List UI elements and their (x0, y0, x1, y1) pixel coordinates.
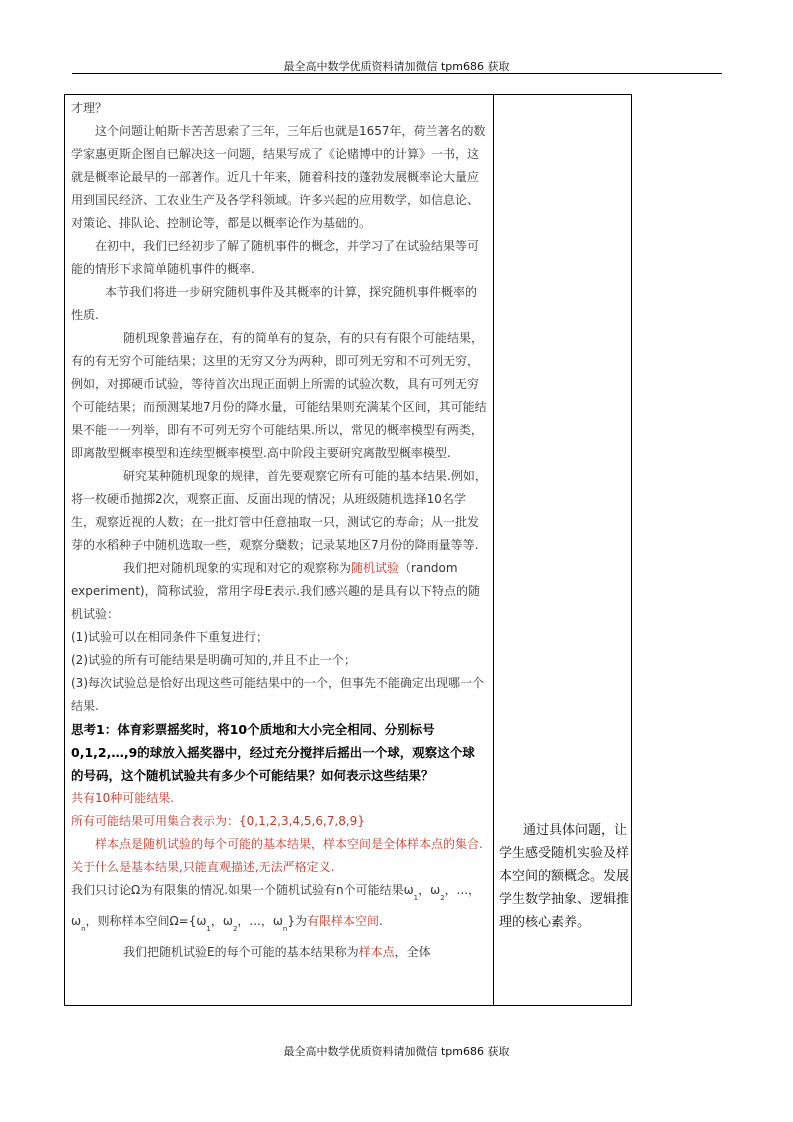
lesson-table (64, 94, 632, 1006)
subscript: 2 (440, 894, 445, 902)
text: ，...，ω (71, 883, 481, 928)
paragraph-basic-results: 研究某种随机现象的规律，首先要观察它所有可能的基本结果.例如，将一枚硬币抛掷2次，观察正面、反面出现的情况；从班级随机选择10名学生，观察近视的人数；在一批灯管中任意抽取一只，测试它的寿命；从一批发芽的水稻种子中随机选取一些，观察分蘖数；记录某地区7月份的降雨量等等. (71, 469, 487, 552)
design-intent-note (499, 819, 631, 934)
think-question-1: 思考1：体育彩票摇奖时，将10个质地和大小完全相同、分别标号0,1,2,…,9的球放入摇奖器中，经过充分搅拌后摇出一个球，观察这个球的号码，这个随机试验共有多少个可能结果？如何表示这些结果？ (71, 722, 475, 783)
feature-1: (1)试验可以在相同条件下重复进行； (71, 630, 268, 644)
paragraph-history: 这个问题让帕斯卡苦苦思索了三年，三年后也就是1657年，荷兰著名的数学家惠更斯企图自已解决这一问题，结果写成了《论赌博中的计算》一书，这就是概率论最早的一部著作。近几十年来，随着科技的蓬勃发展概率论大量应用到国民经济、工农业生产及各学科领域。许多兴起的应用数学，如信息论、对策论、排队论、控制论等，都是以概率论作为基础的。 (71, 124, 486, 230)
term-sample-point: 样本点 (358, 945, 395, 959)
text: }为 (287, 914, 307, 928)
paragraph-junior: 在初中，我们已经初步了解了随机事件的概念，并学习了在试验结果等可能的情形下求简单随机事件的概率. (71, 239, 480, 276)
subscript: n (81, 925, 86, 933)
subscript: 2 (232, 925, 238, 933)
paragraph-sample-point (71, 941, 487, 964)
finite-sample-space (71, 879, 487, 941)
text: . (379, 914, 383, 928)
text: ，全体 (394, 945, 431, 959)
page-footer: 最全高中数学优质资料请加微信 tpm686 获取 (283, 1045, 510, 1058)
feature-2: (2)试验的所有可能结果是明确可知的,并且不止一个； (71, 653, 356, 667)
answer-set: 所有可能结果可用集合表示为：{0,1,2,3,4,5,6,7,8,9} (71, 814, 365, 828)
text: 我们把对随机现象的实现和对它的观察称为 (123, 561, 352, 575)
page-header: 最全高中数学优质资料请加微信 tpm686 获取 (283, 60, 510, 73)
text: ，ω (210, 914, 233, 928)
subscript: 1 (206, 925, 211, 933)
text: ，...，ω (237, 914, 283, 928)
paragraph-1: 才理？ (71, 101, 108, 115)
text: 我们把随机试验E的每个可能的基本结果称为 (123, 945, 359, 959)
text: ，则称样本空间Ω={ω (85, 914, 207, 928)
text: ，ω (418, 883, 441, 897)
header-rule (72, 73, 722, 74)
sample-point-definition: 样本点是随机试验的每个可能的基本结果，样本空间是全体样本点的集合.关于什么是基本结果,只能直观描述,无法严格定义. (71, 837, 483, 874)
column-divider (493, 95, 494, 1005)
text: 我们只讨论Ω为有限集的情况.如果一个随机试验有n个可能结果ω (71, 883, 414, 897)
term-random-experiment: 随机试验 (351, 561, 400, 575)
paragraph-random-phenomena: 随机现象普遍存在，有的简单有的复杂，有的只有有限个可能结果，有的有无穷个可能结果；这里的无穷又分为两种，即可列无穷和不可列无穷，例如，对掷硬币试验，等待首次出现正面朝上所需的试验次数，具有可列无穷个可能结果；而预测某地7月份的降水量，可能结果则充满某个区间，其可能结果不能一一列举，即有不可列无穷个可能结果.所以，常见的概率模型有两类，即离散型概率模型和连续型概率模型.高中阶段主要研究离散型概率模型. (71, 331, 487, 460)
subscript: n (282, 925, 288, 933)
term-finite-sample-space: 有限样本空间 (307, 914, 380, 928)
feature-3: (3)每次试验总是恰好出现这些可能结果中的一个，但事先不能确定出现哪一个结果. (71, 676, 485, 713)
design-intent-text: 通过具体问题，让学生感受随机实验及样本空间的额概念。发展学生数学抽象、逻辑推理的核心素养。 (499, 823, 630, 930)
subscript: 1 (413, 894, 419, 902)
paragraph-section-intro: 本节我们将进一步研究随机事件及其概率的计算，探究随机事件概率的性质. (71, 285, 478, 322)
text: （random experiment)，简称试验，常用字母E表示.我们感兴趣的是具有以下特点的随机试验： (71, 561, 481, 621)
paragraph-random-experiment (71, 557, 487, 626)
answer-count: 共有10种可能结果. (71, 791, 175, 805)
lesson-content (71, 97, 487, 964)
